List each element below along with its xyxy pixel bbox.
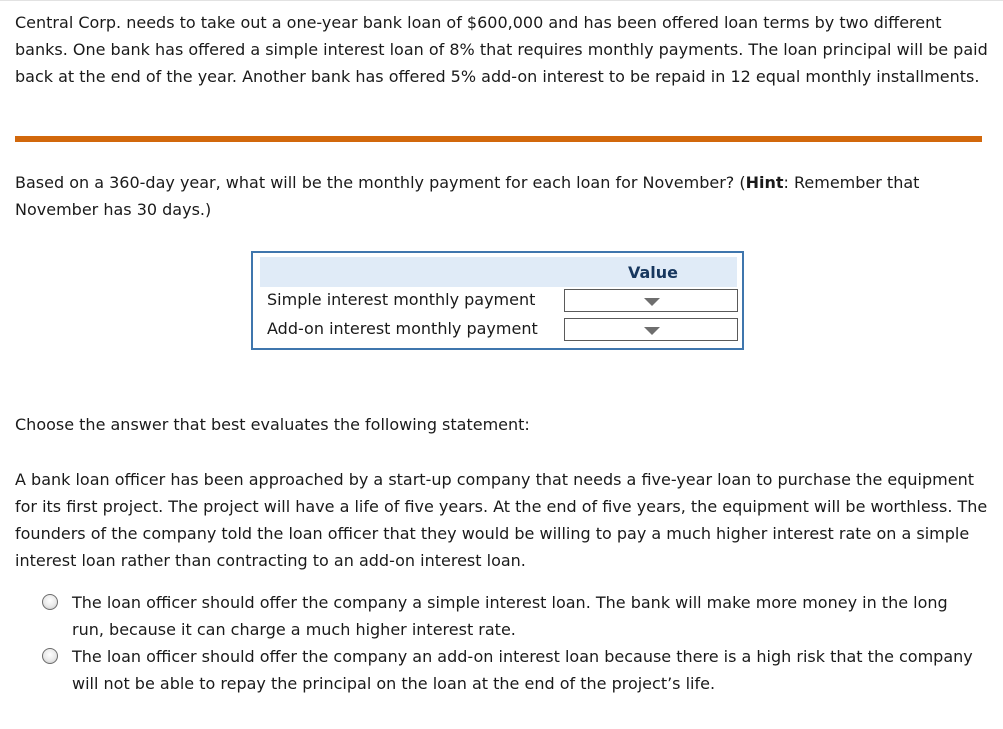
statement-paragraph: A bank loan officer has been approached by a start-up company that needs a five-year loan to purchase the equipment for its first project. The project will have a life of five years. At the end of five years, the equipment will be worthless. The founders of the company told the loan officer that they would be willing to pay a much higher interest rate on a simple interest loan rather than contracting to an add-on interest loan. — [15, 470, 988, 570]
question-text — [15, 169, 975, 223]
radio-button[interactable] — [42, 648, 58, 664]
answer-table-header — [260, 257, 737, 287]
answer-table — [251, 251, 744, 350]
add-on-interest-row-label: Add-on interest monthly payment — [267, 319, 538, 338]
dropdown-arrow-icon — [644, 327, 660, 335]
question-text-before-hint: Based on a 360-day year, what will be the monthly payment for each loan for November? ( — [15, 173, 746, 192]
top-divider — [0, 0, 1003, 1]
choose-prompt: Choose the answer that best evaluates the following statement: — [15, 415, 530, 434]
answer-option-label: The loan officer should offer the company an add-on interest loan because there is a high risk that the company will not be able to repay the principal on the loan at the end of the project’s life. — [72, 647, 973, 693]
hint-label: Hint — [745, 173, 784, 192]
add-on-interest-payment-dropdown[interactable] — [564, 318, 738, 341]
value-column-header: Value — [628, 263, 679, 282]
dropdown-arrow-icon — [644, 298, 660, 306]
radio-button[interactable] — [42, 594, 58, 610]
intro-paragraph: Central Corp. needs to take out a one-year bank loan of $600,000 and has been offered loan terms by two different banks. One bank has offered a simple interest loan of 8% that requires monthly payments. The loan principal will be paid back at the end of the year. Another bank has offered 5% add-on interest to be repaid in 12 equal monthly installments. — [15, 13, 988, 86]
section-divider-bar — [15, 136, 982, 142]
question-text-after-hint: : Remember that November has 30 days.) — [15, 173, 920, 219]
simple-interest-payment-dropdown[interactable] — [564, 289, 738, 312]
simple-interest-row-label: Simple interest monthly payment — [267, 290, 536, 309]
answer-option-label: The loan officer should offer the company a simple interest loan. The bank will make more money in the long run, because it can charge a much higher interest rate. — [72, 593, 948, 639]
